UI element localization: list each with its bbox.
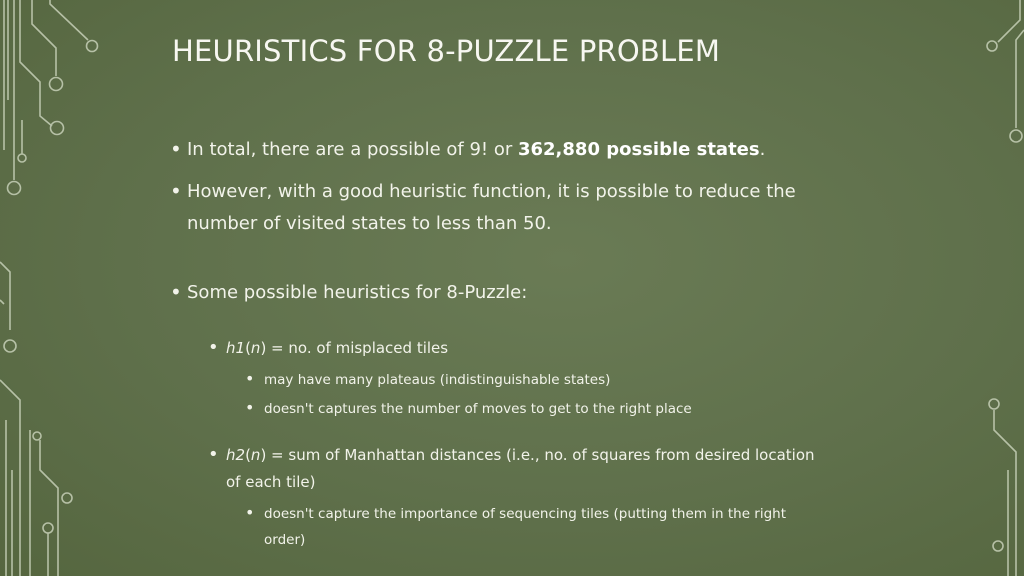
bullet-text: doesn't captures the number of moves to get to the right place (264, 401, 692, 417)
bullet-dot-icon: • (245, 398, 255, 417)
bullet-text: h1(n) = no. of misplaced tiles (226, 339, 449, 357)
bullet-h2 (208, 442, 818, 496)
bullet-h2-sequencing (245, 501, 825, 553)
bullet-h1-moves (245, 396, 825, 422)
highlight-states-count: 362,880 possible states (517, 139, 760, 160)
bullet-text: h2(n) = sum of Manhattan distances (i.e., no. of squares from desired location of each tile) (226, 446, 815, 491)
bullet-text: In total, there are a possible of 9! or 362,880 possible states. (187, 139, 766, 160)
bullet-dot-icon: • (208, 337, 219, 358)
bullet-dot-icon: • (170, 179, 182, 203)
bullet-text: doesn't capture the importance of sequencing tiles (putting them in the right order) (264, 506, 787, 548)
slide-title: HEURISTICS FOR 8-PUZZLE PROBLEM (172, 34, 721, 68)
bullet-dot-icon: • (170, 137, 182, 161)
bullet-dot-icon: • (208, 444, 219, 465)
bullet-heuristic-reduction (170, 176, 850, 240)
bullet-total-states (170, 134, 850, 166)
bullet-text: However, with a good heuristic function, it is possible to reduce the number of visited states to less than 50. (187, 181, 796, 234)
bullet-dot-icon: • (170, 280, 182, 304)
bullet-possible-heuristics (170, 277, 850, 309)
bullet-h1-plateaus (245, 367, 825, 393)
bullet-dot-icon: • (245, 503, 255, 522)
bullet-dot-icon: • (245, 369, 255, 388)
bullet-text: may have many plateaus (indistinguishable states) (264, 372, 611, 388)
bullet-text: Some possible heuristics for 8-Puzzle: (187, 282, 528, 303)
bullet-h1 (208, 335, 818, 362)
